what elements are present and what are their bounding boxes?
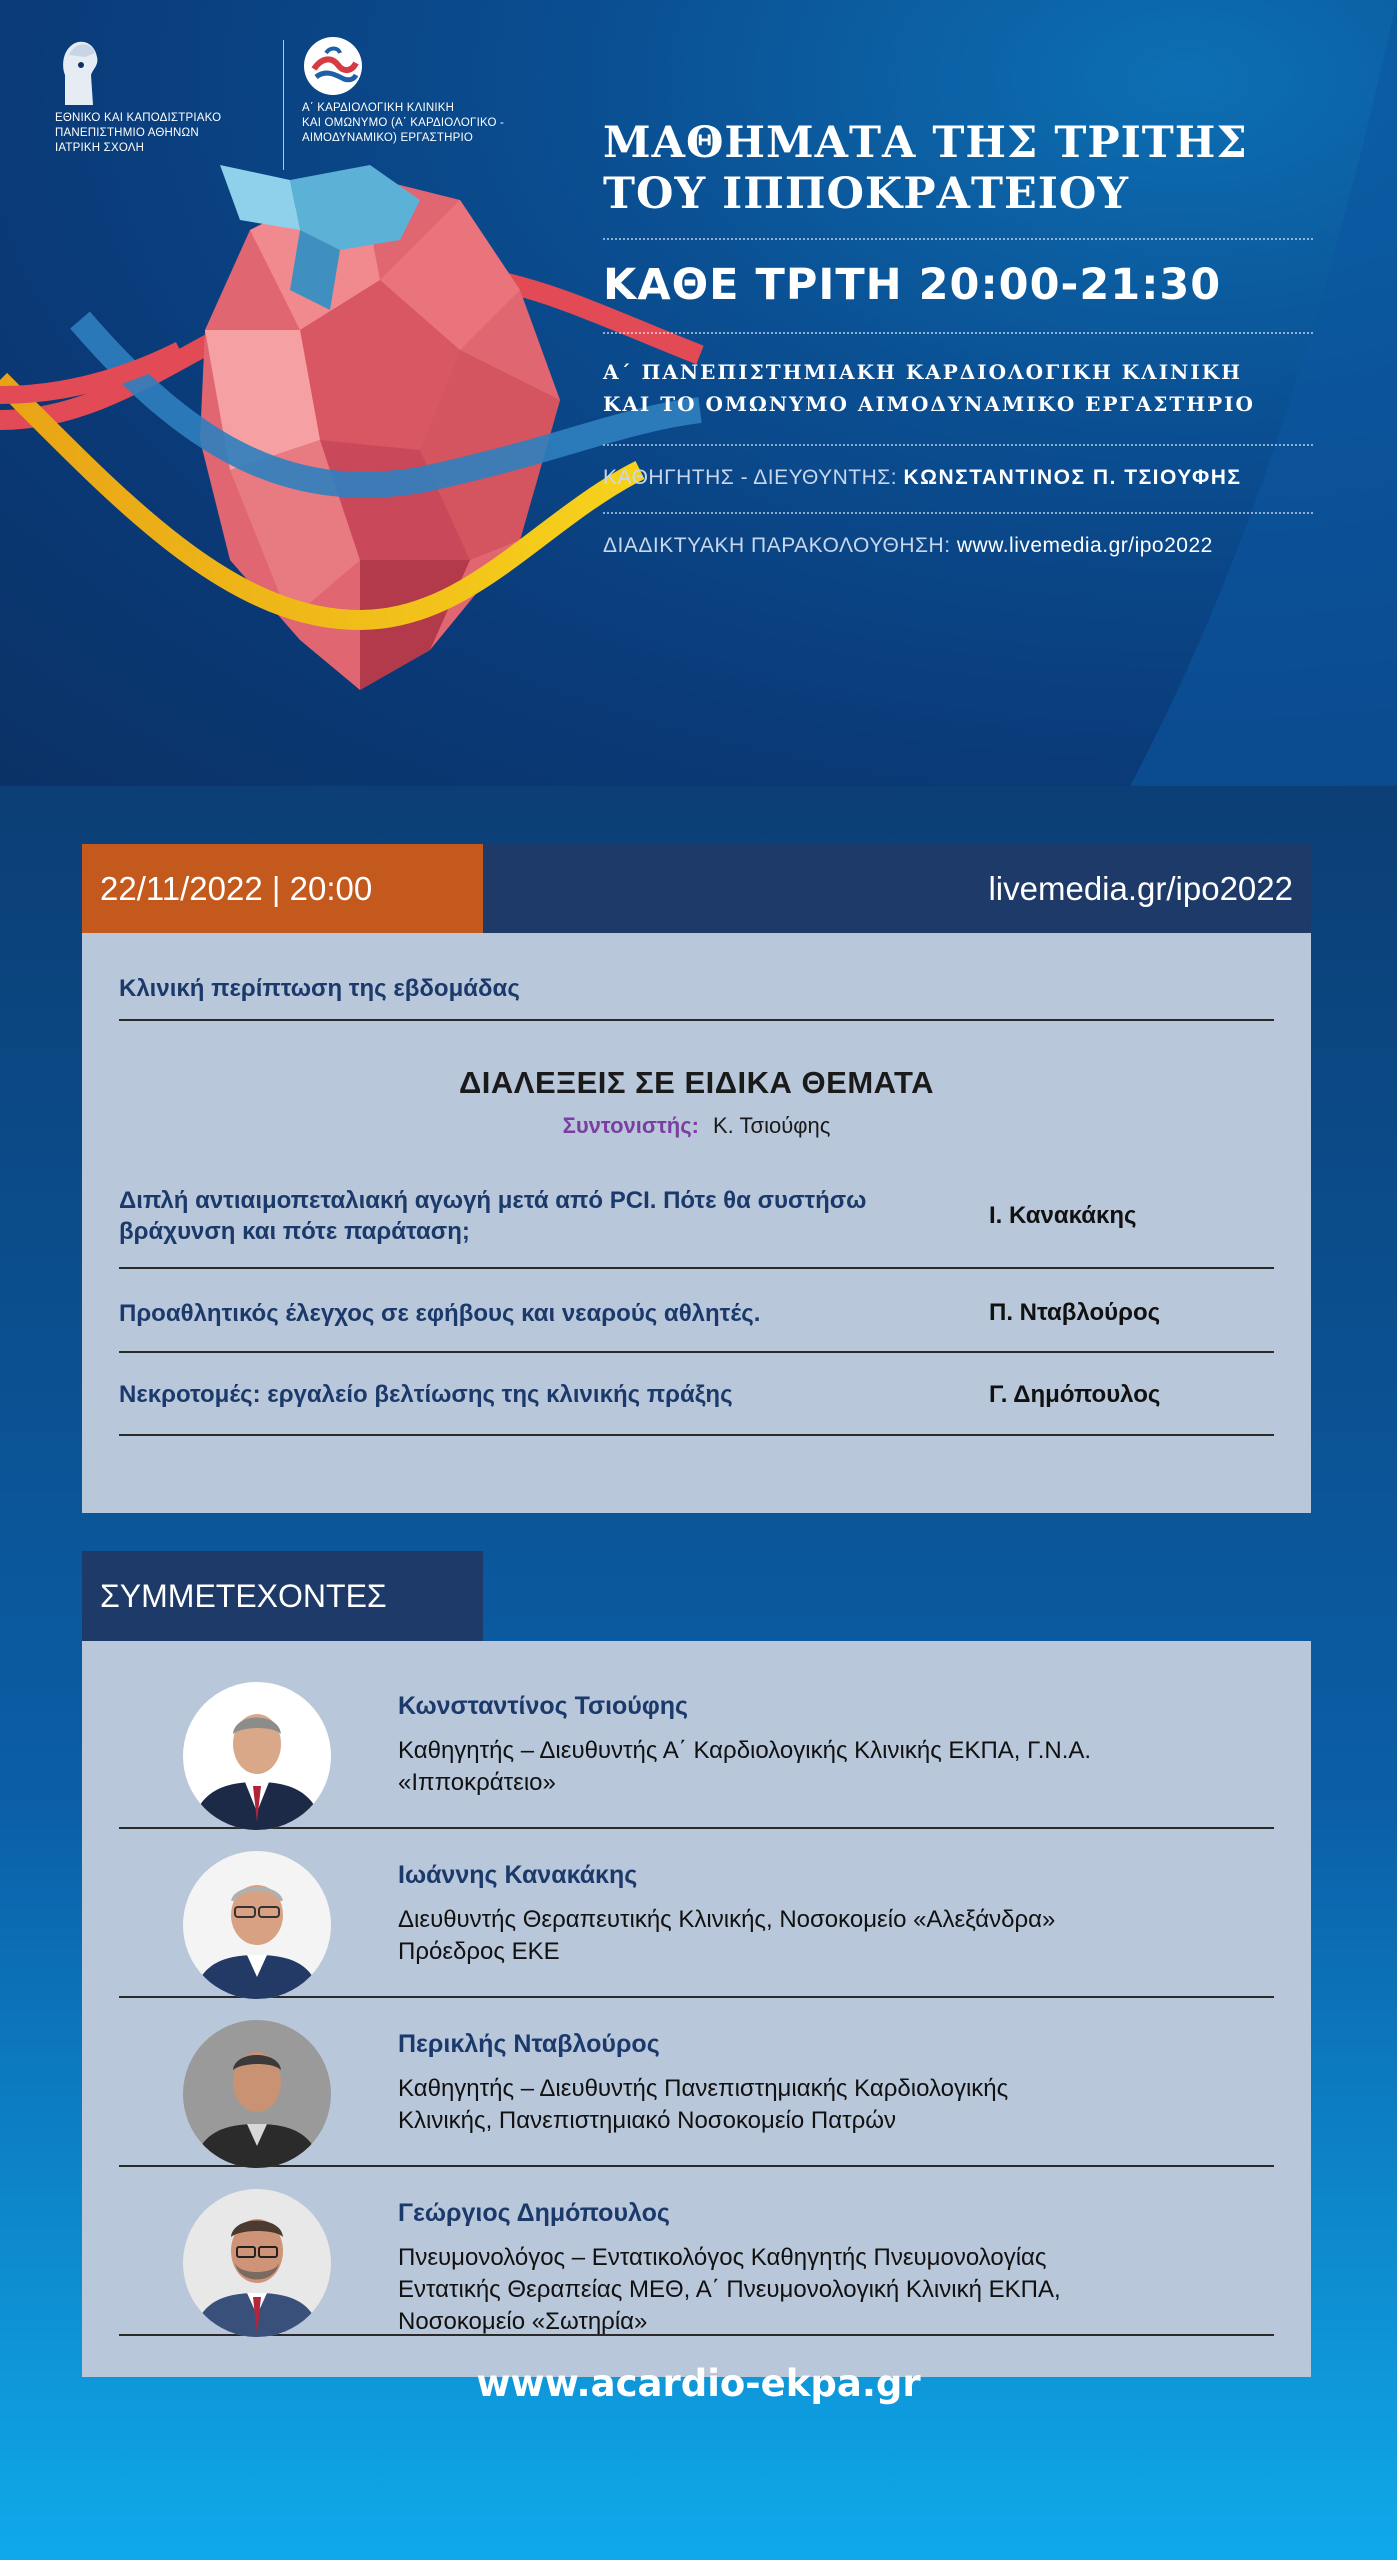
director-label: ΚΑΘΗΓΗΤΗΣ - ΔΙΕΥΘΥΝΤΗΣ: — [603, 466, 904, 489]
lecture-speaker: Π. Νταβλούρος — [989, 1299, 1161, 1326]
person-photo-icon — [183, 1851, 331, 1999]
lecture-speaker: Γ. Δημόπουλος — [989, 1380, 1161, 1408]
participant-role: Καθηγητής – Διευθυντής Πανεπιστημιακής Καρδιολογικής Κλινικής, Πανεπιστημιακό Νοσοκομείο Πατρών — [398, 2075, 1009, 2134]
participant-info — [398, 1682, 1091, 1799]
clinic-logo — [302, 35, 562, 146]
hero-title: ΜΑΘΗΜΑΤΑ ΤΗΣ ΤΡΙΤΗΣ ΤΟΥ ΙΠΠΟΚΡΑΤΕΙΟΥ — [603, 118, 1248, 219]
program-card — [82, 844, 1311, 1513]
participant-name: Κωνσταντίνος Τσιούφης — [398, 1692, 689, 1720]
athena-head-icon — [55, 35, 103, 107]
participants-body — [82, 1641, 1311, 2377]
director-name: ΚΩΝΣΤΑΝΤΙΝΟΣ Π. ΤΣΙΟΥΦΗΣ — [903, 466, 1242, 489]
person-photo-icon — [183, 2020, 331, 2168]
participant-row — [119, 1998, 1274, 2167]
avatar — [183, 2189, 331, 2337]
university-name: ΕΘΝΙΚΟ ΚΑΙ ΚΑΠΟΔΙΣΤΡΙΑΚΟ ΠΑΝΕΠΙΣΤΗΜΙΟ ΑΘΗΝΩΝ ΙΑΤΡΙΚΗ ΣΧΟΛΗ — [55, 112, 222, 154]
lecture-title: Νεκροτομές: εργαλείο βελτίωσης της κλινικής πράξης — [119, 1381, 733, 1408]
participant-role: Καθηγητής – Διευθυντής Α΄ Καρδιολογικής Κλινικής ΕΚΠΑ, Γ.Ν.Α. «Ιπποκράτειο» — [398, 1737, 1092, 1796]
lecture-row — [119, 1269, 1274, 1353]
moderator-label: Συντονιστής: — [562, 1113, 699, 1138]
avatar — [183, 1851, 331, 1999]
online-url[interactable]: www.livemedia.gr/ipo2022 — [956, 534, 1213, 557]
stream-link[interactable]: livemedia.gr/ipo2022 — [483, 844, 1311, 933]
person-photo-icon — [183, 2189, 331, 2337]
lecture-row — [119, 1175, 1274, 1269]
hero-director — [603, 446, 1323, 512]
clinic-name: Α΄ ΚΑΡΔΙΟΛΟΓΙΚΗ ΚΛΙΝΙΚΗ ΚΑΙ ΟΜΩΝΥΜΟ (Α΄ ΚΑΡΔΙΟΛΟΓΙΚΟ - ΑΙΜΟΔΥΝΑΜΙΚΟ) ΕΡΓΑΣΤΗΡΙΟ — [302, 102, 505, 144]
university-logo — [55, 35, 275, 156]
case-of-week: Κλινική περίπτωση της εβδομάδας — [119, 975, 1274, 1021]
hero-clinic: Α΄ ΠΑΝΕΠΙΣΤΗΜΙΑΚΗ ΚΑΡΔΙΟΛΟΓΙΚΗ ΚΛΙΝΙΚΗ ΚΑΙ ΤΟ ΟΜΩΝΥΜΟ ΑΙΜΟΔΥΝΑΜΙΚΟ ΕΡΓΑΣΤΗΡΙΟ — [603, 360, 1255, 416]
participants-card — [82, 1551, 1311, 2377]
lecture-speaker: Ι. Κανακάκης — [989, 1202, 1137, 1229]
participant-row — [119, 1829, 1274, 1998]
participant-name: Περικλής Νταβλούρος — [398, 2030, 660, 2058]
footer-website[interactable]: www.acardio-ekpa.gr — [476, 2362, 921, 2405]
participant-row — [119, 1671, 1274, 1829]
event-date: 22/11/2022 | 20:00 — [82, 844, 483, 933]
clinic-emblem-icon — [302, 35, 364, 97]
lecture-row — [119, 1353, 1274, 1436]
participants-title: ΣΥΜΜΕΤΕΧΟΝΤΕΣ — [82, 1551, 483, 1641]
moderator-name: Κ. Τσιούφης — [712, 1113, 831, 1138]
participant-info — [398, 2189, 1061, 2338]
lecture-title: Προαθλητικός έλεγχος σε εφήβους και νεαρούς αθλητές. — [119, 1299, 761, 1327]
participant-row — [119, 2167, 1274, 2336]
online-label: ΔΙΑΔΙΚΤΥΑΚΗ ΠΑΡΑΚΟΛΟΥΘΗΣΗ: — [603, 534, 957, 557]
participant-role: Διευθυντής Θεραπευτικής Κλινικής, Νοσοκομείο «Αλεξάνδρα» Πρόεδρος ΕΚΕ — [398, 1906, 1056, 1965]
avatar — [183, 1682, 331, 1830]
section-title: ΔΙΑΛΕΞΕΙΣ ΣΕ ΕΙΔΙΚΑ ΘΕΜΑΤΑ — [458, 1065, 934, 1100]
hero-text — [603, 118, 1323, 580]
participant-name: Γεώργιος Δημόπουλος — [398, 2199, 670, 2227]
hero-online — [603, 514, 1323, 580]
participant-role: Πνευμονολόγος – Εντατικολόγος Καθηγητής Πνευμονολογίας Εντατικής Θεραπείας ΜΕΘ, Α΄ Πνευμονολογική Κλινική ΕΚΠΑ, Νοσοκομείο «Σωτηρία» — [398, 2244, 1061, 2335]
lecture-title: Διπλή αντιαιμοπεταλιακή αγωγή μετά από PCI. Πότε θα συστήσω βράχυνση και πότε παράταση; — [119, 1187, 867, 1245]
participant-name: Ιωάννης Κανακάκης — [398, 1861, 638, 1889]
program-header — [82, 844, 1311, 933]
program-body — [82, 933, 1311, 1513]
hero-schedule: ΚΑΘΕ ΤΡΙΤΗ 20:00-21:30 — [603, 260, 1222, 310]
logo-divider — [283, 40, 284, 170]
participant-info — [398, 2020, 1008, 2137]
logo-group — [55, 35, 562, 170]
hero-banner — [0, 0, 1397, 786]
person-photo-icon — [183, 1682, 331, 1830]
avatar — [183, 2020, 331, 2168]
moderator — [119, 1113, 1274, 1139]
participant-info — [398, 1851, 1055, 1968]
